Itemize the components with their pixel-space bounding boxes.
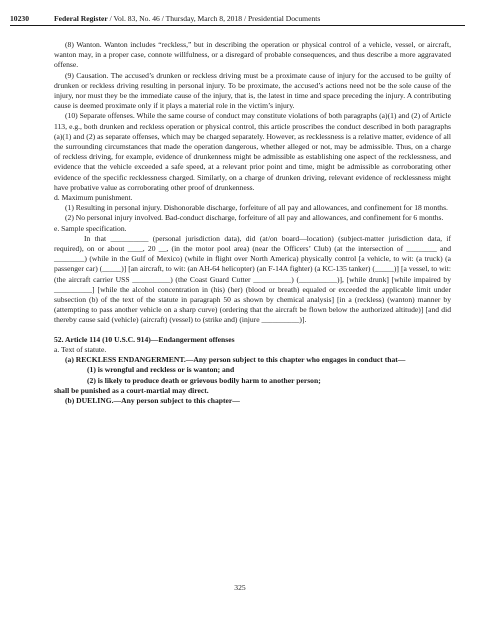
page-header xyxy=(10,13,465,26)
document-body xyxy=(54,40,451,406)
statute-dueling: (b) DUELING.—Any person subject to this chapter— xyxy=(65,395,240,405)
paragraph-separate-offenses: (10) Separate offenses. While the same course of conduct may constitute violations of both paragraphs (a)(1) and (2) of Article 113, e.g., both drunken and reckless operation or physical control, this article proscribes the conduct described in both paragraphs (a)(1) and (2) as separate offenses, which may be charged separately. However, as recklessness is a relative matter, evidence of all the surrounding circumstances that made the operation dangerous, whether alleged or not, may be admissible. Thus, on a charge of reckless driving, for example, evidence of drunkenness might be admissible as establishing one aspect of the recklessness, and evidence that the vehicle exceeded a safe speed, at a relevant prior point and time, might be admissible as corroborating other evidence of the specific recklessness charged. Similarly, on a charge of drunken driving, relevant evidence of recklessness might have probative value as corroborating other proof of drunkenness. xyxy=(54,111,451,192)
statute-item-1: (1) is wrongful and reckless or is wanton; and xyxy=(87,365,235,375)
statute-item-2: (2) is likely to produce death or grievous bodily harm to another person; xyxy=(87,375,321,385)
page-footer-number: 325 xyxy=(234,583,246,592)
header-page-number: 10230 xyxy=(10,14,29,23)
statute-punishment: shall be punished as a court-martial may direct. xyxy=(54,385,209,395)
heading-maximum-punishment: d. Maximum punishment. xyxy=(54,193,133,203)
paragraph-personal-injury: (1) Resulting in personal injury. Dishonorable discharge, forfeiture of all pay and allowances, and confinement for 18 months. xyxy=(65,203,448,213)
header-journal: Federal Register xyxy=(54,14,108,23)
statute-reckless-endangerment: (a) RECKLESS ENDANGERMENT.—Any person subject to this chapter who engages in conduct that— xyxy=(65,355,406,365)
heading-text-of-statute: a. Text of statute. xyxy=(54,344,107,354)
paragraph-wanton: (8) Wanton. Wanton includes “reckless,” but in describing the operation or physical control of a vehicle, vessel, or aircraft, wanton may, in a proper case, connote willfulness, or a disregard of probable consequences, and thus describe a more aggravated offense. xyxy=(54,40,451,70)
paragraph-sample-specification: In that __________ (personal jurisdiction data), did (at/on board—location) (subject-matter jurisdiction data, if required), on or about ____, 20 __, (in the motor pool area) (near the Officers’ Club) (at the intersection of ________ and ________) (while in the Gulf of Mexico) (while in flight over North America) physically control [a vehicle, to wit: (a truck) (a passenger car) (_____)] [an aircraft, to wit: (an AH-64 helicopter) (an F-14A fighter) (a KC-135 tanker) (_____)] [a vessel, to wit: (the aircraft carrier USS __________) (the Coast Guard Cutter __________) (__________)], [while drunk] [while impaired by __________] [while the alcohol concentration in (his) (her) (blood or breath) equaled or exceeded the applicable limit under subsection (b) of the text of the statute in paragraph 50 as shown by chemical analysis] [in a (reckless) (wanton) manner by (attempting to pass another vehicle on a sharp curve) (ordering that the aircraft be flown below the authorized altitude)] [and did thereby cause said (vehicle) (aircraft) (vessel) to (strike and) (injure __________)]. xyxy=(54,233,451,325)
paragraph-causation: (9) Causation. The accused’s drunken or reckless driving must be a proximate cause of injury for the accused to be guilty of drunken or reckless driving resulting in personal injury. To be proximate, the accused’s actions need not be the sole cause of the injury, nor must they be the immediate cause of the injury, that is, the latest in time and space preceding the injury. A contributing cause is deemed proximate only if it plays a material role in the victim’s injury. xyxy=(54,70,451,111)
header-citation: / Vol. 83, No. 46 / Thursday, March 8, 2018 / Presidential Documents xyxy=(107,14,321,23)
paragraph-no-personal-injury: (2) No personal injury involved. Bad-conduct discharge, forfeiture of all pay and allowances, and confinement for 6 months. xyxy=(65,213,444,223)
heading-sample-specification: e. Sample specification. xyxy=(54,223,127,233)
section-heading-article-114: 52. Article 114 (10 U.S.C. 914)—Endangerment offenses xyxy=(54,334,235,344)
